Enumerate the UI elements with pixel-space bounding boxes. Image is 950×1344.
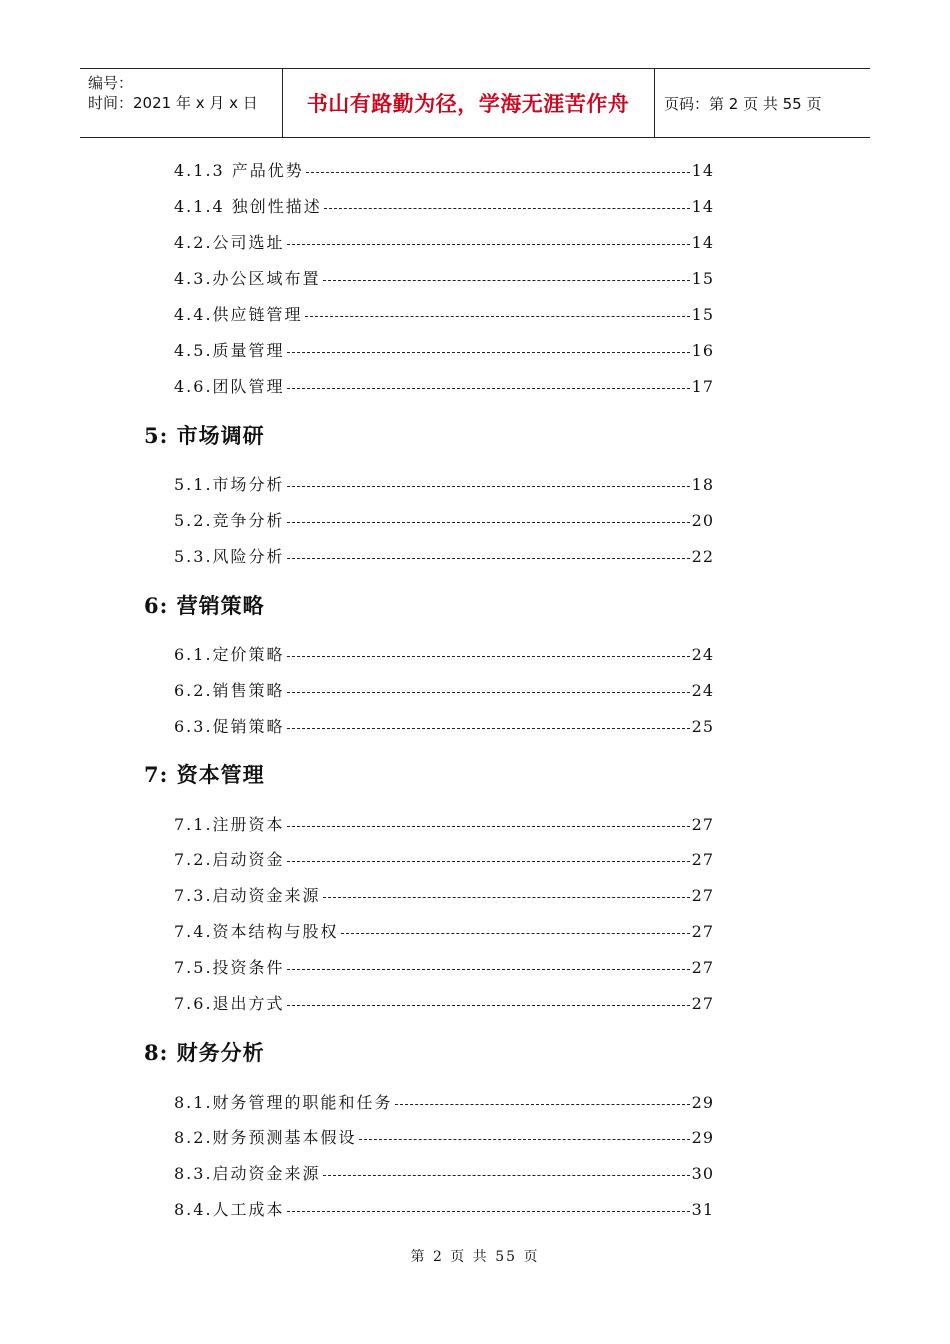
toc-entry-title: 5.2.竞争分析 (174, 511, 285, 530)
toc-leader (287, 826, 690, 827)
document-time-label: 时间：2021 年 x 月 x 日 (88, 94, 258, 112)
toc-entry-title: 4.6.团队管理 (174, 377, 285, 396)
toc-leader (359, 1139, 690, 1140)
toc-leader (395, 1104, 690, 1105)
toc-entry[interactable] (174, 339, 714, 363)
toc-entry[interactable] (174, 715, 714, 739)
toc-entry-title: 6.3.促销策略 (174, 717, 285, 736)
page-footer: 第 2 页 共 55 页 (410, 1249, 540, 1265)
toc-entry-title: 4.4.供应链管理 (174, 305, 303, 324)
toc-entry-page: 27 (691, 922, 714, 941)
toc-entry-title: 4.3.办公区域布置 (174, 269, 321, 288)
toc-entry[interactable] (174, 956, 714, 980)
toc-entry-page: 24 (691, 681, 714, 700)
toc-entry[interactable] (174, 1162, 714, 1186)
toc-entry-title: 7.3.启动资金来源 (174, 886, 321, 905)
toc-leader (287, 656, 690, 657)
toc-entry-title: 5.1.市场分析 (174, 475, 285, 494)
toc-leader (287, 969, 690, 970)
toc-entry-page: 15 (691, 269, 714, 288)
toc-entry[interactable] (174, 375, 714, 399)
toc-entry-page: 27 (691, 850, 714, 869)
toc-leader (305, 316, 690, 317)
toc-entry[interactable] (174, 992, 714, 1016)
header-motto: 书山有路勤为径，学海无涯苦作舟 (306, 92, 630, 116)
toc-leader (306, 172, 690, 173)
toc-entry-title: 7.2.启动资金 (174, 850, 285, 869)
toc-leader (287, 486, 690, 487)
toc-entry-page: 30 (691, 1164, 714, 1183)
toc-leader (287, 244, 690, 245)
toc-entry-page: 22 (691, 547, 714, 566)
toc-entry-page: 18 (691, 475, 714, 494)
toc-entry-title: 7.5.投资条件 (174, 958, 285, 977)
toc-entry[interactable] (174, 1198, 714, 1222)
toc-entry-title: 7.6.退出方式 (174, 994, 285, 1013)
toc-entry[interactable] (174, 643, 714, 667)
toc-entry-title: 8.3.启动资金来源 (174, 1164, 321, 1183)
toc-entry-page: 20 (691, 511, 714, 530)
toc-entry[interactable] (174, 1091, 714, 1115)
toc-entry-title: 4.5.质量管理 (174, 341, 285, 360)
toc-entry[interactable] (174, 679, 714, 703)
toc-entry-page: 15 (691, 305, 714, 324)
toc-leader (323, 280, 690, 281)
toc-entry[interactable] (174, 848, 714, 872)
toc-entry[interactable] (174, 267, 714, 291)
toc-entry[interactable] (174, 813, 714, 837)
toc-entry-title: 4.2.公司选址 (174, 233, 285, 252)
toc-entry[interactable] (174, 159, 714, 183)
toc-section-heading[interactable]: 6: 营销策略 (144, 593, 265, 618)
toc-entry-page: 27 (691, 886, 714, 905)
toc-entry[interactable] (174, 545, 714, 569)
toc-entry-page: 27 (691, 994, 714, 1013)
toc-leader (287, 728, 690, 729)
toc-entry-page: 27 (691, 815, 714, 834)
page-header (80, 68, 870, 138)
toc-entry-page: 27 (691, 958, 714, 977)
toc-leader (323, 897, 690, 898)
toc-entry-title: 6.1.定价策略 (174, 645, 285, 664)
toc-section-heading[interactable]: 7: 资本管理 (144, 762, 265, 787)
toc-entry-title: 5.3.风险分析 (174, 547, 285, 566)
header-meta (88, 73, 258, 113)
toc-entry-page: 14 (691, 233, 714, 252)
toc-section-heading[interactable]: 8: 财务分析 (144, 1040, 265, 1065)
toc-entry-title: 4.1.3 产品优势 (174, 161, 304, 180)
toc-entry-title: 4.1.4 独创性描述 (174, 197, 322, 216)
header-page-info: 页码：第 2 页 共 55 页 (664, 94, 822, 113)
toc-leader (341, 933, 690, 934)
toc-entry-title: 8.2.财务预测基本假设 (174, 1128, 357, 1147)
toc-entry[interactable] (174, 884, 714, 908)
toc-entry-page: 14 (691, 197, 714, 216)
toc-section-heading[interactable]: 5: 市场调研 (144, 423, 265, 448)
toc-leader (323, 1175, 690, 1176)
toc-leader (324, 208, 690, 209)
toc-leader (287, 388, 690, 389)
document-code-label: 编号： (88, 74, 134, 92)
toc-entry[interactable] (174, 231, 714, 255)
toc-leader (287, 1211, 690, 1212)
toc-entry-title: 8.4.人工成本 (174, 1200, 285, 1219)
toc-entry-page: 29 (691, 1128, 714, 1147)
header-divider (654, 69, 655, 137)
toc-entry[interactable] (174, 1126, 714, 1150)
toc-entry[interactable] (174, 473, 714, 497)
toc-entry-title: 7.1.注册资本 (174, 815, 285, 834)
toc-leader (287, 352, 690, 353)
toc-entry-page: 24 (691, 645, 714, 664)
toc-leader (287, 558, 690, 559)
toc-entry[interactable] (174, 509, 714, 533)
toc-entry-page: 14 (691, 161, 714, 180)
toc-leader (287, 692, 690, 693)
toc-leader (287, 1005, 690, 1006)
toc-entry-title: 7.4.资本结构与股权 (174, 922, 339, 941)
toc-entry-page: 17 (691, 377, 714, 396)
toc-entry-page: 25 (691, 717, 714, 736)
toc-entry[interactable] (174, 303, 714, 327)
toc-entry[interactable] (174, 920, 714, 944)
toc-entry-page: 29 (691, 1093, 714, 1112)
toc-leader (287, 522, 690, 523)
toc-entry[interactable] (174, 195, 714, 219)
toc-entry-page: 31 (691, 1200, 714, 1219)
toc-entry-title: 6.2.销售策略 (174, 681, 285, 700)
toc-entry-page: 16 (691, 341, 714, 360)
toc-entry-title: 8.1.财务管理的职能和任务 (174, 1093, 393, 1112)
toc-leader (287, 861, 690, 862)
